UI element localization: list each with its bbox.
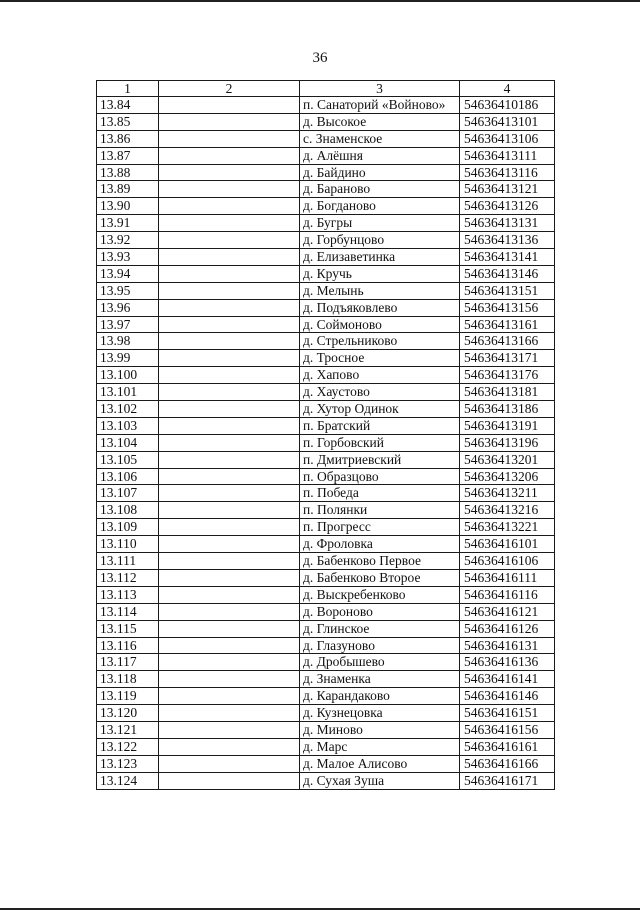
table-row [97,350,555,367]
oktmo-code-cell: 54636413116 [460,164,555,181]
row-number-cell: 13.108 [97,502,159,519]
table-row [97,198,555,215]
table-row [97,671,555,688]
oktmo-code-cell: 54636416136 [460,654,555,671]
table-row [97,755,555,772]
scan-edge-top [0,0,640,2]
table-row [97,401,555,418]
oktmo-code-cell: 54636413206 [460,468,555,485]
row-number-cell: 13.84 [97,97,159,114]
settlement-name-cell: д. Бараново [300,181,460,198]
settlement-name-cell: д. Знаменка [300,671,460,688]
col2-cell [159,671,300,688]
settlement-name-cell: д. Елизаветинка [300,249,460,266]
oktmo-code-cell: 54636416161 [460,738,555,755]
oktmo-code-cell: 54636413186 [460,401,555,418]
table-row [97,316,555,333]
oktmo-code-cell: 54636413111 [460,147,555,164]
column-header-4: 4 [460,81,555,97]
col2-cell [159,772,300,789]
table-row [97,468,555,485]
oktmo-code-cell: 54636416101 [460,536,555,553]
oktmo-code-cell: 54636413221 [460,519,555,536]
oktmo-code-cell: 54636413176 [460,367,555,384]
oktmo-code-cell: 54636413106 [460,130,555,147]
oktmo-code-cell: 54636413131 [460,215,555,232]
row-number-cell: 13.95 [97,282,159,299]
row-number-cell: 13.109 [97,519,159,536]
table-row [97,282,555,299]
table-row [97,417,555,434]
row-number-cell: 13.112 [97,569,159,586]
settlement-name-cell: д. Тросное [300,350,460,367]
oktmo-code-cell: 54636413126 [460,198,555,215]
oktmo-code-cell: 54636413191 [460,417,555,434]
table-row [97,130,555,147]
table-row [97,333,555,350]
settlement-name-cell: п. Братский [300,417,460,434]
oktmo-code-cell: 54636416106 [460,553,555,570]
table-row [97,519,555,536]
row-number-cell: 13.98 [97,333,159,350]
col2-cell [159,232,300,249]
row-number-cell: 13.88 [97,164,159,181]
table-row [97,97,555,114]
table-row [97,164,555,181]
col2-cell [159,333,300,350]
oktmo-code-cell: 54636413181 [460,384,555,401]
settlement-name-cell: д. Малое Алисово [300,755,460,772]
scan-edge-bottom [0,908,640,910]
table-row [97,738,555,755]
settlement-name-cell: д. Богданово [300,198,460,215]
settlement-name-cell: д. Байдино [300,164,460,181]
settlements-table [96,80,555,790]
oktmo-code-cell: 54636416146 [460,688,555,705]
settlement-name-cell: д. Соймоново [300,316,460,333]
table-row [97,553,555,570]
settlement-name-cell: д. Глинское [300,620,460,637]
col2-cell [159,299,300,316]
oktmo-code-cell: 54636416171 [460,772,555,789]
settlement-name-cell: п. Дмитриевский [300,451,460,468]
table-row [97,502,555,519]
col2-cell [159,367,300,384]
settlement-name-cell: д. Горбунцово [300,232,460,249]
row-number-cell: 13.111 [97,553,159,570]
oktmo-code-cell: 54636413101 [460,113,555,130]
row-number-cell: 13.116 [97,637,159,654]
col2-cell [159,215,300,232]
row-number-cell: 13.122 [97,738,159,755]
row-number-cell: 13.91 [97,215,159,232]
col2-cell [159,553,300,570]
table-row [97,215,555,232]
row-number-cell: 13.115 [97,620,159,637]
settlement-name-cell: д. Высокое [300,113,460,130]
settlement-name-cell: д. Мелынь [300,282,460,299]
settlement-name-cell: п. Полянки [300,502,460,519]
settlement-name-cell: д. Дробышево [300,654,460,671]
row-number-cell: 13.99 [97,350,159,367]
oktmo-code-cell: 54636413166 [460,333,555,350]
table-header-row [97,81,555,97]
table-row [97,249,555,266]
table-row [97,451,555,468]
table-row [97,654,555,671]
row-number-cell: 13.123 [97,755,159,772]
col2-cell [159,637,300,654]
row-number-cell: 13.119 [97,688,159,705]
row-number-cell: 13.105 [97,451,159,468]
settlement-name-cell: д. Выскребенково [300,586,460,603]
col2-cell [159,350,300,367]
table-row [97,113,555,130]
settlement-name-cell: д. Кручь [300,265,460,282]
row-number-cell: 13.104 [97,434,159,451]
settlement-name-cell: д. Фроловка [300,536,460,553]
settlement-name-cell: д. Миново [300,721,460,738]
row-number-cell: 13.107 [97,485,159,502]
oktmo-code-cell: 54636413156 [460,299,555,316]
row-number-cell: 13.117 [97,654,159,671]
col2-cell [159,738,300,755]
col2-cell [159,603,300,620]
col2-cell [159,164,300,181]
table-row [97,772,555,789]
col2-cell [159,468,300,485]
row-number-cell: 13.87 [97,147,159,164]
table-row [97,536,555,553]
table-row [97,637,555,654]
table-row [97,586,555,603]
oktmo-code-cell: 54636413216 [460,502,555,519]
col2-cell [159,451,300,468]
table-row [97,569,555,586]
settlement-name-cell: д. Бабенково Первое [300,553,460,570]
row-number-cell: 13.93 [97,249,159,266]
col2-cell [159,688,300,705]
col2-cell [159,316,300,333]
settlement-name-cell: д. Вороново [300,603,460,620]
oktmo-code-cell: 54636413146 [460,265,555,282]
settlement-name-cell: д. Кузнецовка [300,705,460,722]
row-number-cell: 13.90 [97,198,159,215]
table-row [97,485,555,502]
row-number-cell: 13.110 [97,536,159,553]
column-header-3: 3 [300,81,460,97]
settlement-name-cell: п. Санаторий «Войново» [300,97,460,114]
col2-cell [159,755,300,772]
col2-cell [159,147,300,164]
settlement-name-cell: д. Хапово [300,367,460,384]
row-number-cell: 13.101 [97,384,159,401]
oktmo-code-cell: 54636416116 [460,586,555,603]
settlement-name-cell: д. Марс [300,738,460,755]
table-row [97,384,555,401]
row-number-cell: 13.114 [97,603,159,620]
oktmo-code-cell: 54636416166 [460,755,555,772]
settlement-name-cell: д. Хаустово [300,384,460,401]
oktmo-code-cell: 54636416111 [460,569,555,586]
settlement-name-cell: с. Знаменское [300,130,460,147]
oktmo-code-cell: 54636413121 [460,181,555,198]
col2-cell [159,434,300,451]
col2-cell [159,705,300,722]
settlement-name-cell: д. Хутор Одинок [300,401,460,418]
table-row [97,265,555,282]
col2-cell [159,620,300,637]
col2-cell [159,384,300,401]
row-number-cell: 13.113 [97,586,159,603]
row-number-cell: 13.85 [97,113,159,130]
row-number-cell: 13.100 [97,367,159,384]
settlement-name-cell: п. Образцово [300,468,460,485]
table-row [97,705,555,722]
row-number-cell: 13.118 [97,671,159,688]
row-number-cell: 13.89 [97,181,159,198]
row-number-cell: 13.120 [97,705,159,722]
oktmo-code-cell: 54636416141 [460,671,555,688]
table-row [97,620,555,637]
page-number: 36 [312,50,328,66]
row-number-cell: 13.124 [97,772,159,789]
col2-cell [159,181,300,198]
row-number-cell: 13.86 [97,130,159,147]
row-number-cell: 13.92 [97,232,159,249]
settlement-name-cell: д. Карандаково [300,688,460,705]
row-number-cell: 13.102 [97,401,159,418]
settlement-name-cell: д. Бугры [300,215,460,232]
oktmo-code-cell: 54636416126 [460,620,555,637]
col2-cell [159,654,300,671]
col2-cell [159,417,300,434]
table-row [97,232,555,249]
oktmo-code-cell: 54636413161 [460,316,555,333]
oktmo-code-cell: 54636413196 [460,434,555,451]
table-row [97,367,555,384]
col2-cell [159,282,300,299]
oktmo-code-cell: 54636416121 [460,603,555,620]
oktmo-code-cell: 54636413201 [460,451,555,468]
oktmo-code-cell: 54636410186 [460,97,555,114]
col2-cell [159,401,300,418]
col2-cell [159,113,300,130]
row-number-cell: 13.96 [97,299,159,316]
col2-cell [159,519,300,536]
table-row [97,603,555,620]
col2-cell [159,265,300,282]
col2-cell [159,502,300,519]
oktmo-code-cell: 54636413171 [460,350,555,367]
row-number-cell: 13.94 [97,265,159,282]
table-body [97,97,555,790]
settlement-name-cell: д. Сухая Зуша [300,772,460,789]
settlement-name-cell: д. Стрельниково [300,333,460,350]
table-row [97,147,555,164]
table-row [97,688,555,705]
settlement-name-cell: д. Алёшня [300,147,460,164]
settlement-name-cell: д. Бабенково Второе [300,569,460,586]
settlement-name-cell: п. Горбовский [300,434,460,451]
row-number-cell: 13.97 [97,316,159,333]
col2-cell [159,198,300,215]
table-row [97,721,555,738]
oktmo-code-cell: 54636413136 [460,232,555,249]
col2-cell [159,569,300,586]
oktmo-code-cell: 54636416131 [460,637,555,654]
table-row [97,434,555,451]
col2-cell [159,130,300,147]
settlement-name-cell: п. Победа [300,485,460,502]
oktmo-code-cell: 54636416151 [460,705,555,722]
col2-cell [159,536,300,553]
row-number-cell: 13.106 [97,468,159,485]
table-row [97,181,555,198]
oktmo-code-cell: 54636413211 [460,485,555,502]
settlement-name-cell: п. Прогресс [300,519,460,536]
oktmo-code-cell: 54636413141 [460,249,555,266]
column-header-1: 1 [97,81,159,97]
row-number-cell: 13.121 [97,721,159,738]
col2-cell [159,721,300,738]
col2-cell [159,97,300,114]
col2-cell [159,249,300,266]
oktmo-code-cell: 54636413151 [460,282,555,299]
oktmo-code-cell: 54636416156 [460,721,555,738]
col2-cell [159,586,300,603]
settlement-name-cell: д. Глазуново [300,637,460,654]
table-row [97,299,555,316]
settlement-name-cell: д. Подъяковлево [300,299,460,316]
col2-cell [159,485,300,502]
column-header-2: 2 [159,81,300,97]
row-number-cell: 13.103 [97,417,159,434]
